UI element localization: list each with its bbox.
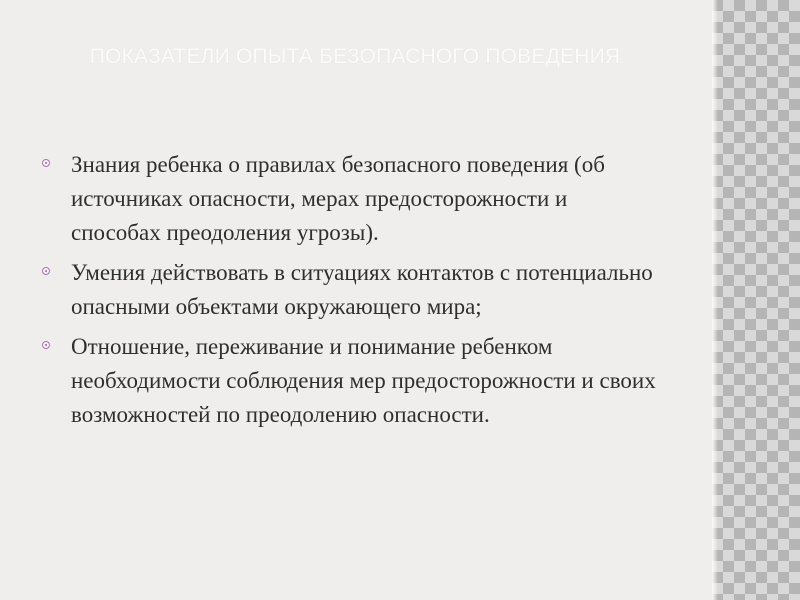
bullet-text-2: Умения действовать в ситуациях контактов с потенциально опасными объектами окружающего мира; bbox=[71, 260, 653, 319]
bullet-item-2 bbox=[40, 256, 660, 324]
bullet-item-1 bbox=[40, 148, 660, 250]
circle-bullet-icon bbox=[42, 267, 50, 275]
bullet-text-1: Знания ребенка о правилах безопасного поведения (об источниках опасности, мерах предосторожности и способах преодоления угрозы). bbox=[71, 152, 605, 245]
bullet-text-3: Отношение, переживание и понимание ребенком необходимости соблюдения мер предосторожности и своих возможностей по преодолению опасности. bbox=[71, 334, 656, 427]
bullet-list bbox=[40, 148, 660, 438]
slide-title: ПОКАЗАТЕЛИ ОПЫТА БЕЗОПАСНОГО ПОВЕДЕНИЯ bbox=[89, 45, 621, 68]
circle-bullet-icon bbox=[42, 159, 50, 167]
decorative-diamond-pattern bbox=[712, 0, 800, 600]
circle-bullet-icon bbox=[42, 341, 50, 349]
bullet-item-3 bbox=[40, 330, 660, 432]
